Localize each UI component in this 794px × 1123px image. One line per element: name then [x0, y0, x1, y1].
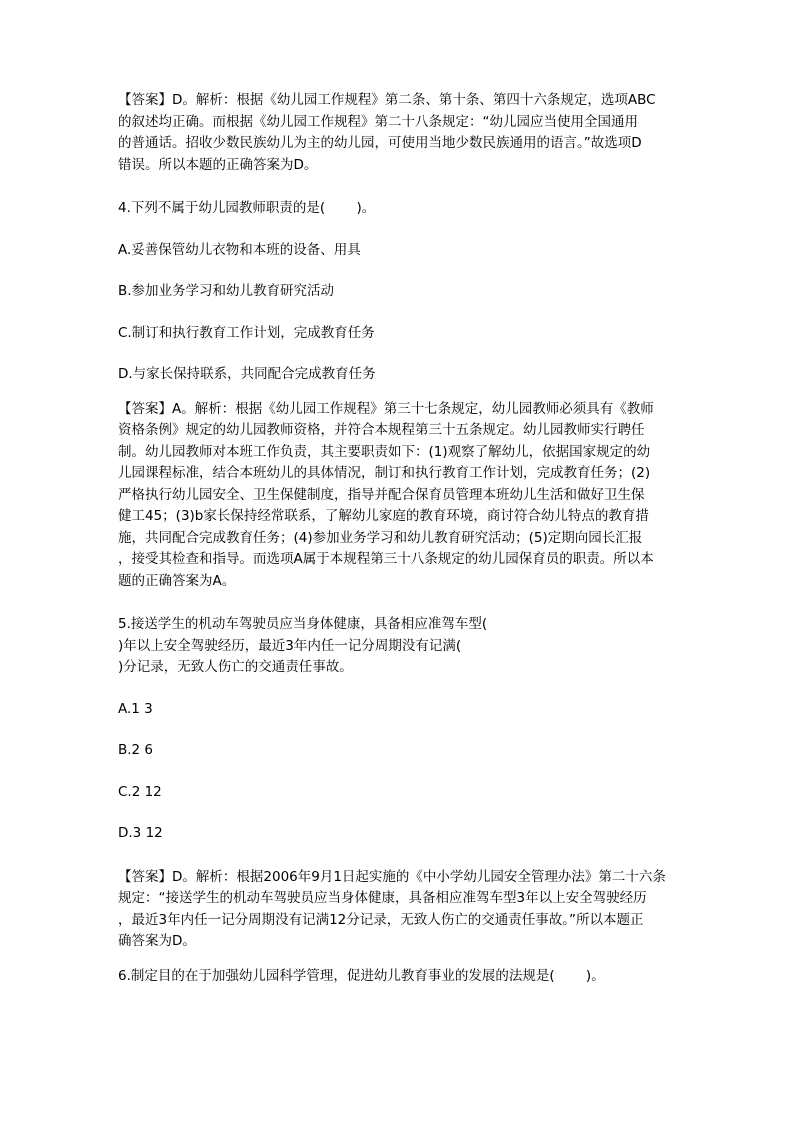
option-d: D.3 12 — [118, 825, 163, 841]
answer-line: 的普通话。招收少数民族幼儿为主的幼儿园，可使用当地少数民族通用的语言。”故选项D — [118, 135, 642, 151]
answer-block-q3 — [118, 90, 680, 176]
question-stem: 6.制定目的在于加强幼儿园科学管理，促进幼儿教育事业的发展的法规是( )。 — [118, 967, 605, 984]
answer-block-q4 — [118, 399, 680, 593]
question-stem: 5.接送学生的机动车驾驶员应当身体健康，具备相应准驾车型( — [118, 616, 488, 632]
answer-line: 制。幼儿园教师对本班工作负责，其主要职责如下：(1)观察了解幼儿，依据国家规定的幼 — [118, 443, 651, 460]
option-d: D.与家长保持联系，共同配合完成教育任务 — [118, 366, 376, 382]
option-a: A.妥善保管幼儿衣物和本班的设备、用具 — [118, 241, 361, 258]
option-c: C.2 12 — [118, 783, 162, 800]
question-6 — [118, 966, 680, 988]
answer-line: 确答案为D。 — [118, 933, 196, 949]
question-stem: 4.下列不属于幼儿园教师职责的是( )。 — [118, 200, 376, 216]
question-4 — [118, 198, 680, 386]
answer-block-q5 — [118, 867, 680, 953]
question-stem: )分记录，无致人伤亡的交通责任事故。 — [118, 659, 353, 675]
answer-line: ，接受其检查和指导。而选项A属于本规程第三十八条规定的幼儿园保育员的职责。所以本 — [118, 551, 654, 567]
answer-line: ，最近3年内任一记分周期没有记满12分记录，无致人伤亡的交通责任事故。”所以本题正 — [118, 911, 644, 928]
answer-line: 的叙述均正确。而根据《幼儿园工作规程》第二十八条规定：“幼儿园应当使用全国通用 — [118, 113, 638, 130]
option-a: A.1 3 — [118, 700, 153, 717]
option-b: B.2 6 — [118, 742, 154, 758]
answer-line: 错误。所以本题的正确答案为D。 — [118, 156, 318, 173]
answer-line: 【答案】D。解析：根据2006年9月1日起实施的《中小学幼儿园安全管理办法》第二十六条 — [118, 868, 666, 885]
answer-line: 健工45；(3)b家长保持经常联系，了解幼儿家庭的教育环境，商讨符合幼儿特点的教育措 — [118, 508, 649, 524]
answer-line: 【答案】D。解析：根据《幼儿园工作规程》第二条、第十条、第四十六条规定，选项ABC — [118, 92, 656, 108]
answer-line: 儿园课程标准，结合本班幼儿的具体情况，制订和执行教育工作计划，完成教育任务；(2) — [118, 465, 651, 481]
question-stem: )年以上安全驾驶经历，最近3年内任一记分周期没有记满( — [118, 637, 462, 654]
option-c: C.制订和执行教育工作计划，完成教育任务 — [118, 324, 375, 341]
answer-line: 规定：“接送学生的机动车驾驶员应当身体健康，具备相应准驾车型3年以上安全驾驶经历 — [118, 890, 647, 906]
option-b: B.参加业务学习和幼儿教育研究活动 — [118, 283, 335, 299]
answer-line: 资格条例》规定的幼儿园教师资格，并符合本规程第三十五条规定。幼儿园教师实行聘任 — [118, 422, 645, 438]
answer-line: 施，共同配合完成教育任务；(4)参加业务学习和幼儿教育研究活动；(5)定期向园长汇报 — [118, 529, 643, 546]
answer-line: 严格执行幼儿园安全、卫生保健制度，指导并配合保育员管理本班幼儿生活和做好卫生保 — [118, 486, 645, 503]
answer-line: 题的正确答案为A。 — [118, 572, 236, 589]
answer-line: 【答案】A。解析：根据《幼儿园工作规程》第三十七条规定，幼儿园教师必须具有《教师 — [118, 400, 654, 417]
document-page — [118, 90, 680, 987]
question-5 — [118, 614, 680, 845]
